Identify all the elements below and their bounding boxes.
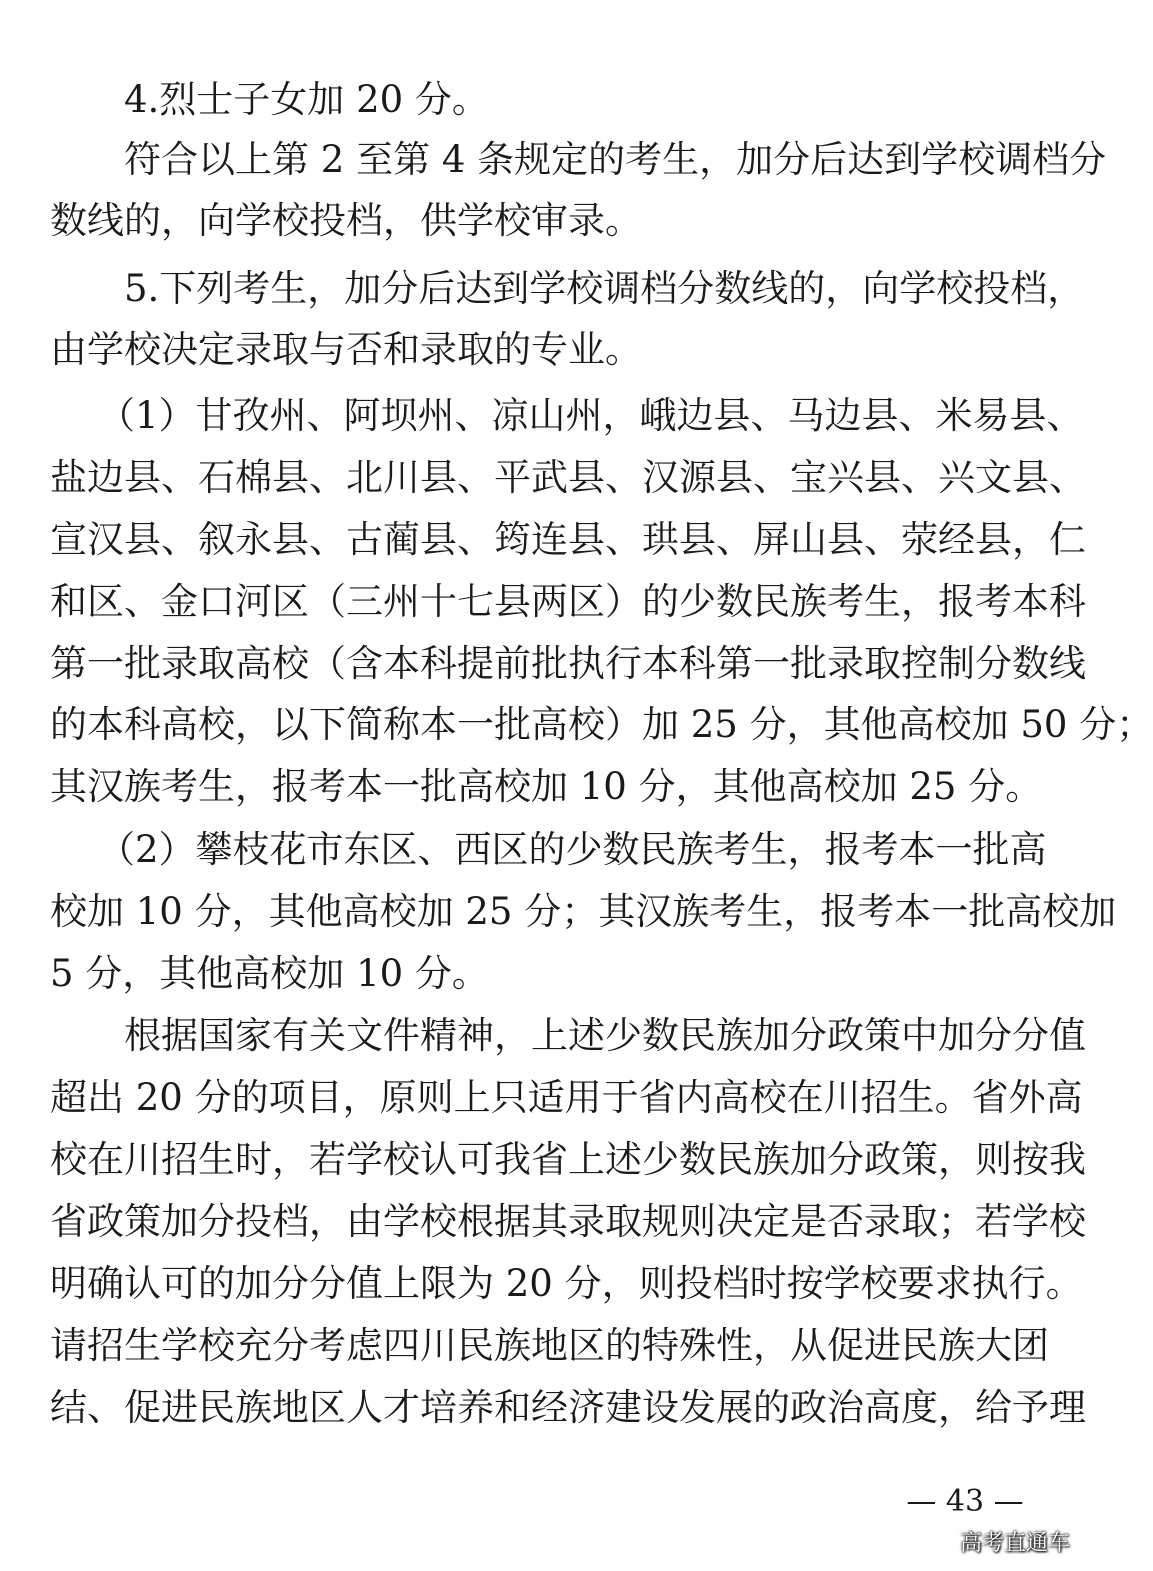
- text-line: 4.烈士子女加 20 分。: [124, 78, 489, 121]
- text-line: 超出 20 分的项目，原则上只适用于省内高校在川招生。省外高: [50, 1076, 1083, 1119]
- text-line: 5.下列考生，加分后达到学校调档分数线的，向学校投档，: [124, 267, 1085, 310]
- text-line: 的本科高校，以下简称本一批高校）加 25 分，其他高校加 50 分；: [50, 703, 1153, 746]
- text-line: 其汉族考生，报考本一批高校加 10 分，其他高校加 25 分。: [50, 765, 1043, 808]
- text-line: 明确认可的加分分值上限为 20 分，则投档时按学校要求执行。: [50, 1262, 1083, 1305]
- text-line: 符合以上第 2 至第 4 条规定的考生，加分后达到学校调档分: [124, 138, 1107, 181]
- page-number: — 43 —: [906, 1484, 1024, 1519]
- text-line: （2）攀枝花市东区、西区的少数民族考生，报考本一批高: [98, 828, 1047, 871]
- watermark: 高考直通车: [959, 1531, 1070, 1556]
- text-line: 校在川招生时，若学校认可我省上述少数民族加分政策，则按我: [50, 1138, 1086, 1181]
- text-line: 校加 10 分，其他高校加 25 分；其汉族考生，报考本一批高校加: [50, 890, 1117, 933]
- text-line: 和区、金口河区（三州十七县两区）的少数民族考生，报考本科: [50, 580, 1086, 623]
- text-line: 5 分，其他高校加 10 分。: [50, 952, 489, 995]
- text-line: 由学校决定录取与否和录取的专业。: [50, 328, 642, 371]
- text-line: 数线的，向学校投档，供学校审录。: [50, 199, 642, 242]
- text-line: 结、促进民族地区人才培养和经济建设发展的政治高度，给予理: [50, 1386, 1086, 1429]
- text-line: 根据国家有关文件精神，上述少数民族加分政策中加分分值: [124, 1014, 1086, 1057]
- text-line: 省政策加分投档，由学校根据其录取规则决定是否录取；若学校: [50, 1200, 1086, 1243]
- text-line: 宣汉县、叙永县、古蔺县、筠连县、珙县、屏山县、荥经县，仁: [50, 518, 1086, 561]
- text-line: （1）甘孜州、阿坝州、凉山州，峨边县、马边县、米易县、: [98, 394, 1084, 437]
- text-line: 第一批录取高校（含本科提前批执行本科第一批录取控制分数线: [50, 642, 1086, 685]
- text-line: 请招生学校充分考虑四川民族地区的特殊性，从促进民族大团: [50, 1324, 1049, 1367]
- text-line: 盐边县、石棉县、北川县、平武县、汉源县、宝兴县、兴文县、: [50, 456, 1086, 499]
